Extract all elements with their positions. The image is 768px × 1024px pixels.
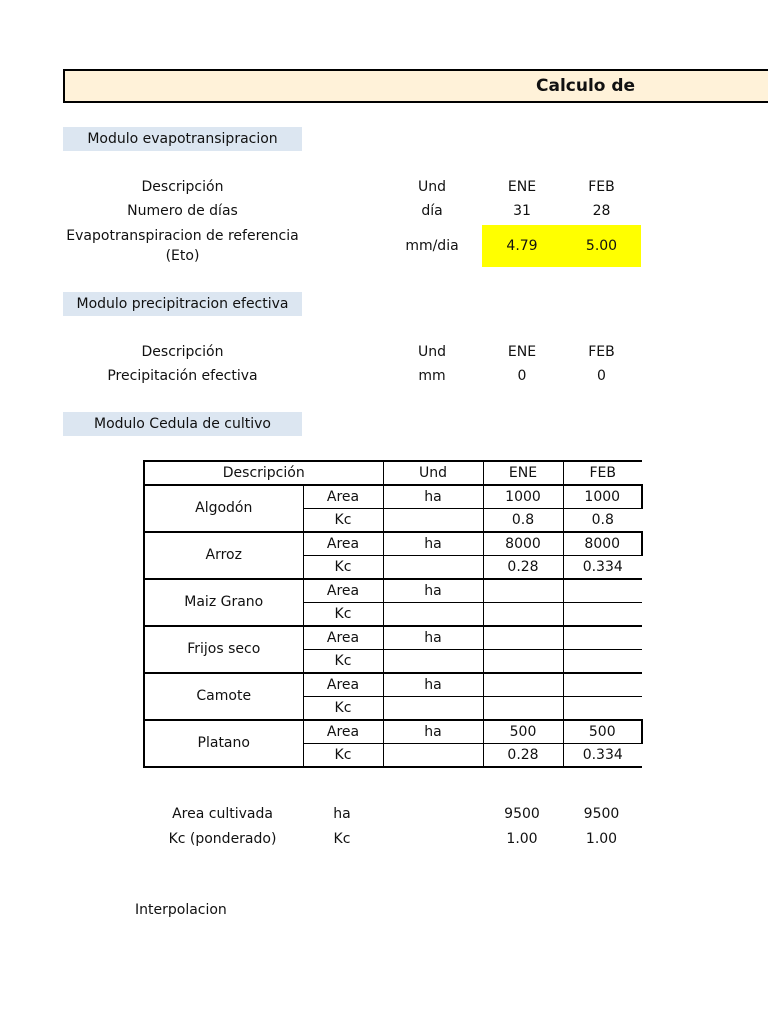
eto-m1: 4.79 <box>506 238 538 254</box>
kc-m1: 0.28 <box>483 743 563 767</box>
crop-header-und: Und <box>383 461 483 485</box>
table-row <box>144 485 642 509</box>
evapo-header-und: Und <box>417 179 446 195</box>
area-label: Area <box>303 626 383 650</box>
crop-header-desc: Descripción <box>144 461 383 485</box>
area-m1 <box>483 673 563 697</box>
area-m1 <box>483 579 563 603</box>
area-unit: ha <box>383 579 483 603</box>
summary-area-m2: 9500 <box>583 806 620 822</box>
area-unit: ha <box>383 485 483 509</box>
kc-m2 <box>563 696 642 720</box>
crop-name: Arroz <box>144 532 303 579</box>
kc-m2: 0.334 <box>563 743 642 767</box>
kc-m2 <box>563 649 642 673</box>
summary-area-und: ha <box>333 806 351 822</box>
area-label: Area <box>303 485 383 509</box>
precip-und: mm <box>418 368 446 384</box>
crop-name: Maiz Grano <box>144 579 303 626</box>
table-row <box>144 626 642 650</box>
area-unit: ha <box>383 532 483 556</box>
area-unit: ha <box>383 673 483 697</box>
title-bar <box>63 69 768 103</box>
kc-unit <box>383 508 483 532</box>
evapo-header-m1: ENE <box>507 179 537 195</box>
area-label: Area <box>303 673 383 697</box>
kc-label: Kc <box>303 508 383 532</box>
kc-unit <box>383 743 483 767</box>
days-m2: 28 <box>592 203 611 219</box>
area-m2 <box>563 579 642 603</box>
crop-name: Camote <box>144 673 303 720</box>
table-row <box>144 720 642 744</box>
section-precip-label: Modulo precipitracion efectiva <box>63 292 302 316</box>
eto-desc-line2: (Eto) <box>165 248 200 264</box>
evapo-header-desc: Descripción <box>141 179 224 195</box>
area-m2 <box>563 673 642 697</box>
section-evapo-label: Modulo evapotransipracion <box>63 127 302 151</box>
kc-unit <box>383 649 483 673</box>
precip-header-m1: ENE <box>507 344 537 360</box>
precip-header-m2: FEB <box>588 344 615 360</box>
eto-desc-line1: Evapotranspiracion de referencia <box>66 228 299 244</box>
page-title: Calculo de <box>536 76 636 96</box>
area-label: Area <box>303 579 383 603</box>
area-m1 <box>483 626 563 650</box>
eto-und: mm/dia <box>405 238 459 254</box>
summary-kc-m1: 1.00 <box>506 831 538 847</box>
area-m1: 1000 <box>483 485 563 509</box>
precip-header-und: Und <box>417 344 446 360</box>
area-m2: 500 <box>563 720 642 744</box>
interpolacion-label: Interpolacion <box>135 902 227 918</box>
area-unit: ha <box>383 720 483 744</box>
days-m1: 31 <box>513 203 531 219</box>
kc-label: Kc <box>303 696 383 720</box>
precip-header-desc: Descripción <box>141 344 224 360</box>
crop-header-m1: ENE <box>483 461 563 485</box>
summary-kc-und: Kc <box>333 831 351 847</box>
area-m1: 8000 <box>483 532 563 556</box>
crop-table <box>143 460 643 768</box>
section-cedula-label: Modulo Cedula de cultivo <box>63 412 302 436</box>
table-row <box>144 532 642 556</box>
area-label: Area <box>303 532 383 556</box>
crop-name: Frijos seco <box>144 626 303 673</box>
eto-m2: 5.00 <box>585 238 618 254</box>
kc-unit <box>383 602 483 626</box>
kc-m1 <box>483 649 563 673</box>
kc-m2 <box>563 602 642 626</box>
summary-kc-desc: Kc (ponderado) <box>168 831 277 847</box>
kc-m2: 0.8 <box>563 508 642 532</box>
area-m1: 500 <box>483 720 563 744</box>
crop-name: Algodón <box>144 485 303 532</box>
kc-m1: 0.8 <box>483 508 563 532</box>
area-m2: 8000 <box>563 532 642 556</box>
crop-table-header <box>144 461 642 485</box>
crop-header-m2: FEB <box>563 461 642 485</box>
days-desc: Numero de días <box>127 203 238 219</box>
kc-m1 <box>483 602 563 626</box>
summary-area-desc: Area cultivada <box>172 806 273 822</box>
summary-area-m1: 9500 <box>504 806 540 822</box>
area-unit: ha <box>383 626 483 650</box>
kc-unit <box>383 555 483 579</box>
kc-unit <box>383 696 483 720</box>
kc-m1: 0.28 <box>483 555 563 579</box>
evapo-header-m2: FEB <box>588 179 615 195</box>
area-m2: 1000 <box>563 485 642 509</box>
summary-kc-m2: 1.00 <box>585 831 618 847</box>
table-row <box>144 673 642 697</box>
kc-label: Kc <box>303 555 383 579</box>
kc-label: Kc <box>303 743 383 767</box>
crop-name: Platano <box>144 720 303 767</box>
kc-label: Kc <box>303 649 383 673</box>
kc-m1 <box>483 696 563 720</box>
area-label: Area <box>303 720 383 744</box>
table-row <box>144 579 642 603</box>
days-und: día <box>421 203 443 219</box>
kc-m2: 0.334 <box>563 555 642 579</box>
kc-label: Kc <box>303 602 383 626</box>
precip-m1: 0 <box>517 368 527 384</box>
precip-m2: 0 <box>597 368 606 384</box>
precip-desc: Precipitación efectiva <box>107 368 258 384</box>
area-m2 <box>563 626 642 650</box>
